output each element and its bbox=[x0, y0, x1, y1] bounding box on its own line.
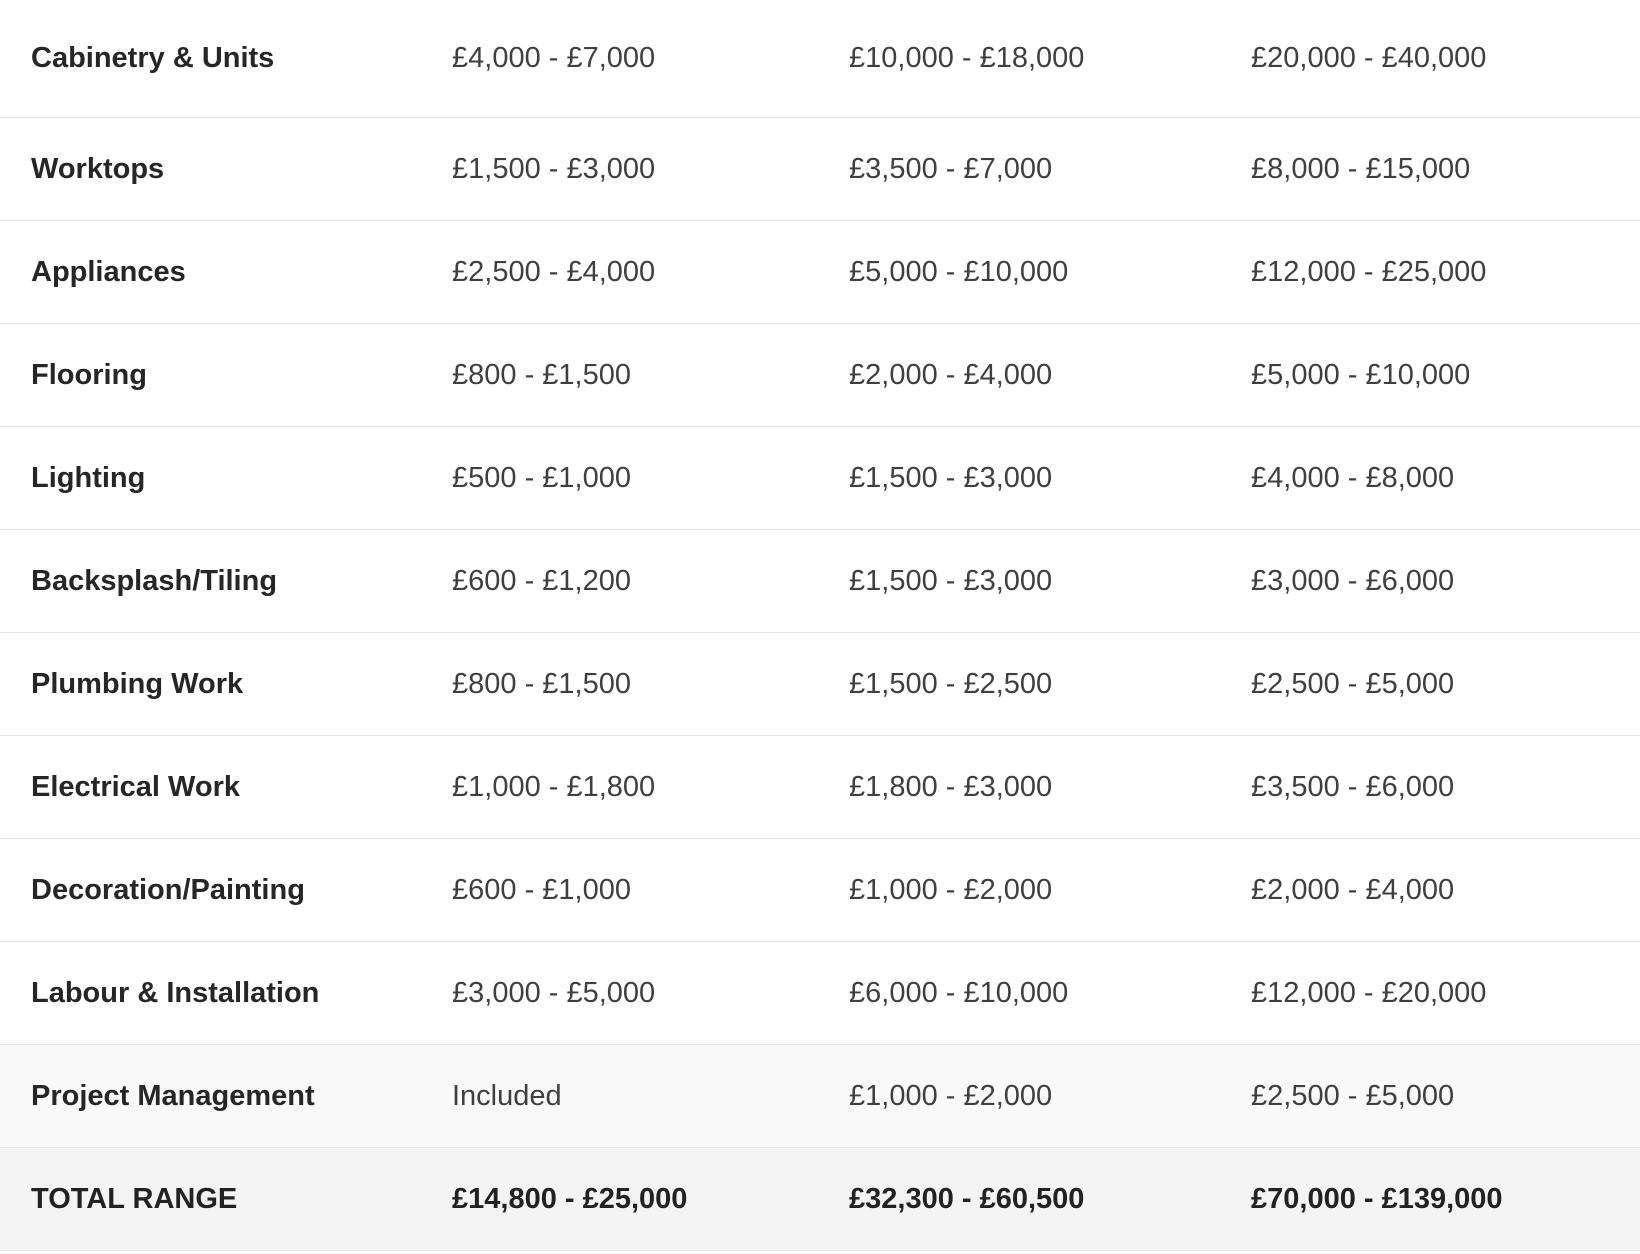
mid-range: £3,500 - £7,000 bbox=[818, 118, 1220, 221]
item-label: Project Management bbox=[0, 1045, 421, 1148]
premium-range: £12,000 - £20,000 bbox=[1220, 942, 1640, 1045]
table-row-project-management bbox=[0, 1045, 1640, 1148]
item-label: Flooring bbox=[0, 324, 421, 427]
budget-range: £1,000 - £1,800 bbox=[421, 736, 818, 839]
budget-range: £800 - £1,500 bbox=[421, 324, 818, 427]
table-row-worktops bbox=[0, 118, 1640, 221]
premium-range: £3,500 - £6,000 bbox=[1220, 736, 1640, 839]
premium-range: £2,000 - £4,000 bbox=[1220, 839, 1640, 942]
table-row-decoration bbox=[0, 839, 1640, 942]
item-label: Electrical Work bbox=[0, 736, 421, 839]
mid-range: £1,500 - £2,500 bbox=[818, 633, 1220, 736]
item-label: Labour & Installation bbox=[0, 942, 421, 1045]
budget-range: £2,500 - £4,000 bbox=[421, 221, 818, 324]
table-row-flooring bbox=[0, 324, 1640, 427]
mid-range: £1,500 - £3,000 bbox=[818, 530, 1220, 633]
mid-range: £1,500 - £3,000 bbox=[818, 427, 1220, 530]
budget-range: £600 - £1,000 bbox=[421, 839, 818, 942]
total-mid-range: £32,300 - £60,500 bbox=[818, 1148, 1220, 1251]
premium-range: £12,000 - £25,000 bbox=[1220, 221, 1640, 324]
item-label: Appliances bbox=[0, 221, 421, 324]
mid-range: £10,000 - £18,000 bbox=[818, 0, 1220, 118]
mid-range: £5,000 - £10,000 bbox=[818, 221, 1220, 324]
item-label: Worktops bbox=[0, 118, 421, 221]
mid-range: £1,000 - £2,000 bbox=[818, 839, 1220, 942]
premium-range: £2,500 - £5,000 bbox=[1220, 1045, 1640, 1148]
total-label: TOTAL RANGE bbox=[0, 1148, 421, 1251]
mid-range: £2,000 - £4,000 bbox=[818, 324, 1220, 427]
item-label: Decoration/Painting bbox=[0, 839, 421, 942]
item-label: Lighting bbox=[0, 427, 421, 530]
table-row-appliances bbox=[0, 221, 1640, 324]
table-row-lighting bbox=[0, 427, 1640, 530]
premium-range: £20,000 - £40,000 bbox=[1220, 0, 1640, 118]
premium-range: £2,500 - £5,000 bbox=[1220, 633, 1640, 736]
mid-range: £6,000 - £10,000 bbox=[818, 942, 1220, 1045]
budget-range: £500 - £1,000 bbox=[421, 427, 818, 530]
premium-range: £3,000 - £6,000 bbox=[1220, 530, 1640, 633]
premium-range: £5,000 - £10,000 bbox=[1220, 324, 1640, 427]
table-row-total bbox=[0, 1148, 1640, 1251]
budget-range: £1,500 - £3,000 bbox=[421, 118, 818, 221]
item-label: Cabinetry & Units bbox=[0, 0, 421, 118]
total-budget-range: £14,800 - £25,000 bbox=[421, 1148, 818, 1251]
mid-range: £1,800 - £3,000 bbox=[818, 736, 1220, 839]
item-label: Plumbing Work bbox=[0, 633, 421, 736]
table-row-labour bbox=[0, 942, 1640, 1045]
table-row-backsplash bbox=[0, 530, 1640, 633]
budget-range: £4,000 - £7,000 bbox=[421, 0, 818, 118]
budget-range: £800 - £1,500 bbox=[421, 633, 818, 736]
premium-range: £4,000 - £8,000 bbox=[1220, 427, 1640, 530]
budget-range: £3,000 - £5,000 bbox=[421, 942, 818, 1045]
mid-range: £1,000 - £2,000 bbox=[818, 1045, 1220, 1148]
table-row-cabinetry bbox=[0, 0, 1640, 118]
table-row-electrical bbox=[0, 736, 1640, 839]
item-label: Backsplash/Tiling bbox=[0, 530, 421, 633]
table-row-plumbing bbox=[0, 633, 1640, 736]
total-premium-range: £70,000 - £139,000 bbox=[1220, 1148, 1640, 1251]
premium-range: £8,000 - £15,000 bbox=[1220, 118, 1640, 221]
budget-range: £600 - £1,200 bbox=[421, 530, 818, 633]
budget-range: Included bbox=[421, 1045, 818, 1148]
